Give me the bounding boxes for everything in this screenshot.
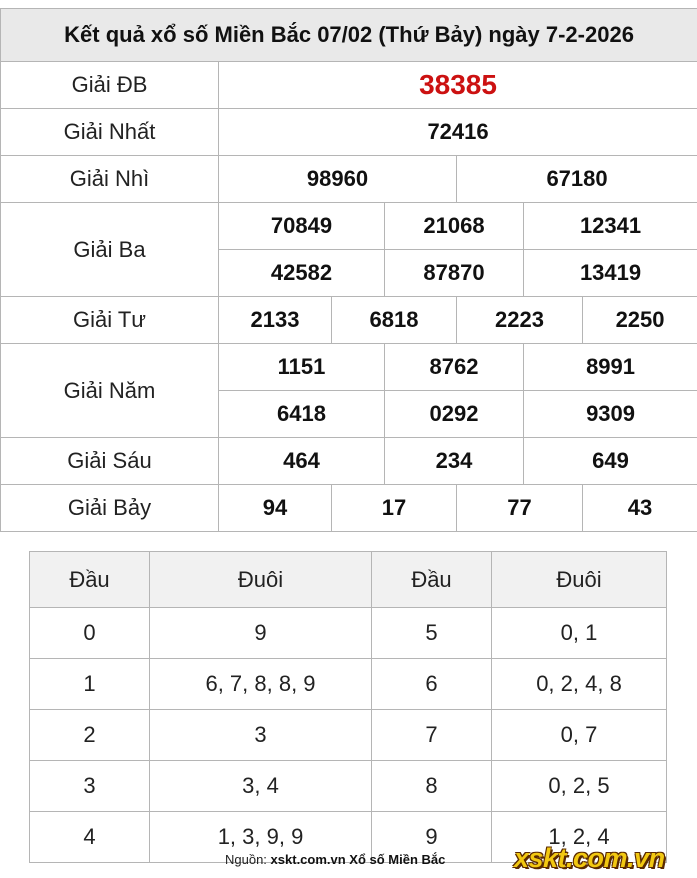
prize-number: 70849 bbox=[219, 203, 385, 250]
prize-number: 2250 bbox=[583, 297, 697, 344]
special-prize-number: 38385 bbox=[219, 62, 697, 109]
source-text: xskt.com.vn Xổ số Miền Bắc bbox=[270, 852, 446, 867]
prize-number: 94 bbox=[219, 485, 332, 532]
results-table bbox=[0, 8, 697, 532]
prize-number: 9309 bbox=[524, 391, 697, 438]
loto-cell: 0, 2, 5 bbox=[492, 761, 667, 812]
loto-header: Đuôi bbox=[150, 552, 372, 608]
loto-cell: 4 bbox=[30, 812, 150, 863]
prize-label: Giải Nhất bbox=[1, 109, 219, 156]
prize-label: Giải Năm bbox=[1, 344, 219, 438]
source-label: Nguồn: bbox=[225, 852, 267, 867]
site-logo: xskt.com.vn bbox=[514, 843, 665, 873]
prize-number: 8762 bbox=[385, 344, 524, 391]
loto-row bbox=[30, 761, 667, 812]
loto-cell: 2 bbox=[30, 710, 150, 761]
prize-row-db bbox=[1, 62, 697, 109]
page-title: Kết quả xổ số Miền Bắc 07/02 (Thứ Bảy) ngày 7-2-2026 bbox=[1, 9, 697, 62]
prize-number: 234 bbox=[385, 438, 524, 485]
prize-number: 72416 bbox=[219, 109, 697, 156]
loto-cell: 9 bbox=[150, 608, 372, 659]
prize-row-tu bbox=[1, 297, 697, 344]
prize-label: Giải Ba bbox=[1, 203, 219, 297]
prize-label: Giải Nhì bbox=[1, 156, 219, 203]
prize-number: 6418 bbox=[219, 391, 385, 438]
prize-row-nhat bbox=[1, 109, 697, 156]
loto-cell: 3, 4 bbox=[150, 761, 372, 812]
prize-label: Giải Bảy bbox=[1, 485, 219, 532]
loto-header-row bbox=[30, 552, 667, 608]
prize-number: 1151 bbox=[219, 344, 385, 391]
loto-cell: 3 bbox=[30, 761, 150, 812]
loto-cell: 0, 7 bbox=[492, 710, 667, 761]
prize-row-ba bbox=[1, 203, 697, 250]
prize-number: 87870 bbox=[385, 250, 524, 297]
loto-cell: 5 bbox=[372, 608, 492, 659]
loto-cell: 0, 1 bbox=[492, 608, 667, 659]
prize-number: 17 bbox=[332, 485, 457, 532]
prize-number: 13419 bbox=[524, 250, 697, 297]
prize-label: Giải Tư bbox=[1, 297, 219, 344]
loto-row bbox=[30, 608, 667, 659]
loto-header: Đuôi bbox=[492, 552, 667, 608]
loto-header: Đầu bbox=[372, 552, 492, 608]
loto-table bbox=[29, 551, 667, 863]
prize-row-nhi bbox=[1, 156, 697, 203]
loto-cell: 6, 7, 8, 8, 9 bbox=[150, 659, 372, 710]
loto-row bbox=[30, 659, 667, 710]
loto-row bbox=[30, 710, 667, 761]
prize-row-sau bbox=[1, 438, 697, 485]
prize-label: Giải ĐB bbox=[1, 62, 219, 109]
loto-cell: 1 bbox=[30, 659, 150, 710]
loto-cell: 0, 2, 4, 8 bbox=[492, 659, 667, 710]
prize-number: 12341 bbox=[524, 203, 697, 250]
prize-number: 2133 bbox=[219, 297, 332, 344]
prize-label: Giải Sáu bbox=[1, 438, 219, 485]
loto-header: Đầu bbox=[30, 552, 150, 608]
loto-cell: 3 bbox=[150, 710, 372, 761]
loto-cell: 9 bbox=[372, 812, 492, 863]
loto-cell: 1, 3, 9, 9 bbox=[150, 812, 372, 863]
prize-number: 77 bbox=[457, 485, 583, 532]
prize-number: 8991 bbox=[524, 344, 697, 391]
prize-number: 6818 bbox=[332, 297, 457, 344]
loto-cell: 7 bbox=[372, 710, 492, 761]
prize-number: 0292 bbox=[385, 391, 524, 438]
loto-cell: 6 bbox=[372, 659, 492, 710]
prize-row-nam bbox=[1, 344, 697, 391]
prize-number: 43 bbox=[583, 485, 697, 532]
loto-cell: 8 bbox=[372, 761, 492, 812]
prize-number: 649 bbox=[524, 438, 697, 485]
prize-number: 67180 bbox=[457, 156, 697, 203]
prize-number: 2223 bbox=[457, 297, 583, 344]
prize-row-bay bbox=[1, 485, 697, 532]
loto-cell: 1, 2, 4 bbox=[492, 812, 667, 863]
prize-number: 464 bbox=[219, 438, 385, 485]
prize-number: 42582 bbox=[219, 250, 385, 297]
prize-number: 21068 bbox=[385, 203, 524, 250]
prize-number: 98960 bbox=[219, 156, 457, 203]
loto-cell: 0 bbox=[30, 608, 150, 659]
source-footer bbox=[225, 852, 445, 867]
